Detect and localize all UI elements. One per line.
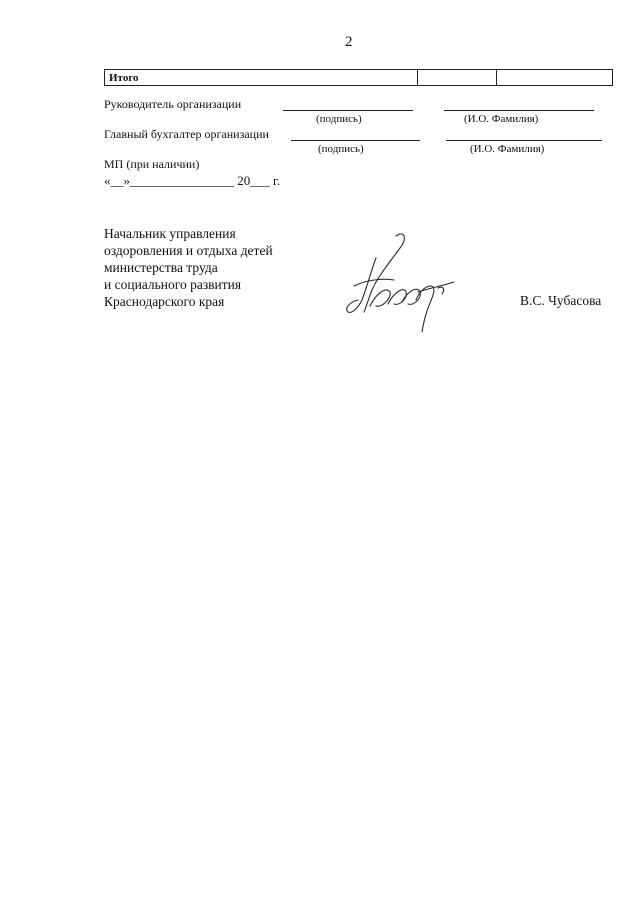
approval-title xyxy=(104,225,273,310)
org-head-signature-caption: (подпись) xyxy=(316,113,362,125)
org-head-name-caption: (И.О. Фамилия) xyxy=(464,113,539,125)
handwritten-signature xyxy=(342,228,460,333)
totals-cell-3 xyxy=(497,70,612,85)
stamp-label: МП (при наличии) xyxy=(104,157,200,171)
org-head-signature-line xyxy=(283,110,413,111)
approval-line: Начальник управления xyxy=(104,226,236,241)
chief-accountant-name-caption: (И.О. Фамилия) xyxy=(470,143,545,155)
org-head-label: Руководитель организации xyxy=(104,97,242,111)
org-head-name-line xyxy=(444,110,594,111)
chief-accountant-signature-caption: (подпись) xyxy=(318,143,364,155)
date-line: «__»________________ 20___ г. xyxy=(104,173,281,188)
approver-name: В.С. Чубасова xyxy=(520,293,602,308)
totals-table xyxy=(104,69,613,86)
page-number: 2 xyxy=(345,34,353,50)
approval-line: оздоровления и отдыха детей xyxy=(104,243,273,258)
approval-line: и социального развития xyxy=(104,277,242,292)
chief-accountant-signature-line xyxy=(291,140,420,141)
chief-accountant-label: Главный бухгалтер организации xyxy=(104,127,269,141)
chief-accountant-name-line xyxy=(446,140,602,141)
totals-cell-2 xyxy=(418,70,497,85)
totals-row-label: Итого xyxy=(105,70,418,85)
approval-line: министерства труда xyxy=(104,260,218,275)
approval-line: Краснодарского края xyxy=(104,294,225,309)
